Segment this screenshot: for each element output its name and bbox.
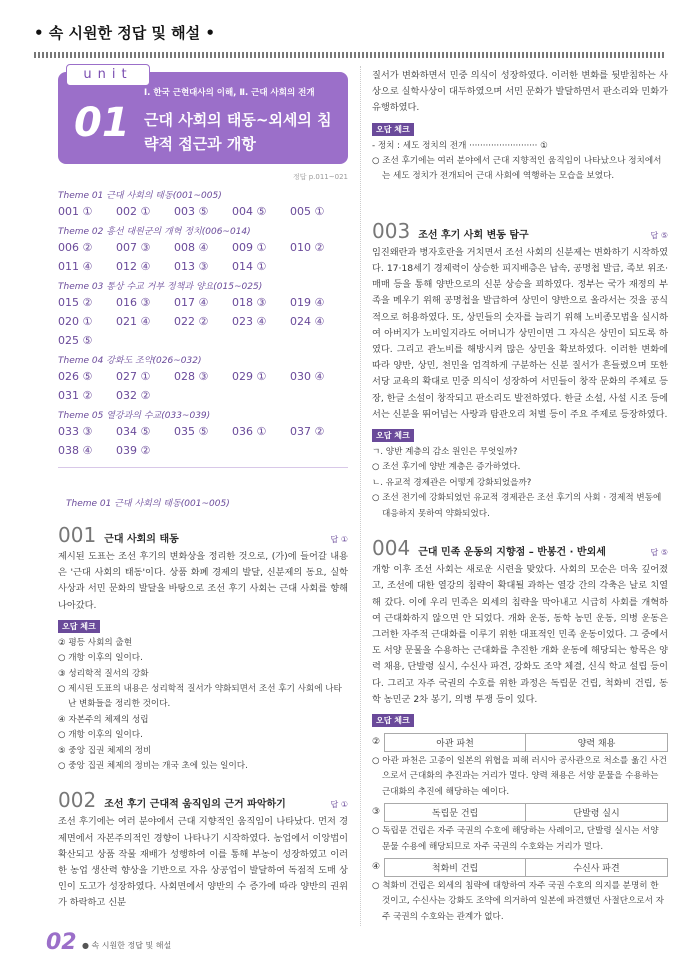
- answer-grid: [58, 425, 348, 457]
- theme-title: Theme 05 열강과의 수교(033~039): [58, 411, 211, 421]
- answer-item: 023 ④: [232, 315, 267, 328]
- q003-checks: [372, 445, 668, 522]
- theme-title: Theme 01 근대 사회의 태동(001~005): [58, 191, 222, 201]
- check-explanation: ○ 조선 전기에 강화되었던 유교적 경제관은 조선 후기의 사회 · 경제적 변동에 대응하지 못하여 약화되었다.: [372, 493, 662, 519]
- row-choice-mark: ④: [372, 861, 381, 872]
- q004-number: 004: [372, 536, 411, 561]
- answer-grid: [58, 241, 348, 273]
- answer-item: 010 ②: [290, 241, 325, 254]
- q004-body: 개항 이후 조선 사회는 새로운 시련을 맞았다. 사회의 모순은 더욱 깊어졌고, 조선에 대한 열강의 침략이 확대될 과하는 열강 간의 각축은 날로 치열해 갔다. 이에 우리 민족은 외세의 침략을 막아내고 시급히 사회를 개혁하여 근대화하지 않으면 안 되었다. 개화 운동, 동학 농민 운동, 의병 운동은 그러한 자주적 근대화를 이루기 위한 대표적인 민족 운동이었다. 그 중에서도 서양 문물을 수용하는 근대화를 추진한 개화 운동에 해당되는 항목은 양력 채용, 단발령 실시, 수신사 파견, 강화도 조약 체결, 신식 학교 설립 등이다. 그리고 자주 국권의 수호를 위한 과정은 독립문 건립, 척화비 건립, 동학 농민군 2차 봉기, 의병 투쟁 등이 있다.: [372, 564, 668, 705]
- answer-item: 037 ②: [290, 425, 325, 438]
- answer-item: 039 ②: [116, 444, 151, 457]
- footer-label: ● 속 시원한 정답 및 해설: [82, 941, 172, 950]
- check-explanation: ○ 개항 이후의 일이다.: [58, 730, 143, 741]
- check-choice: ㄱ. 양반 계층의 감소 원인은 무엇일까?: [372, 447, 518, 458]
- check-explanation: ○ 조선 후기에 양반 계층은 증가하였다.: [372, 462, 521, 473]
- q002-answer-badge: 답 ①: [330, 800, 348, 810]
- answer-grid: [58, 296, 348, 347]
- unit-pages: 정답 p.011~021: [292, 173, 348, 181]
- answer-item: 027 ①: [116, 370, 151, 383]
- q001-header: [58, 523, 348, 547]
- unit-tab: unit: [66, 64, 150, 86]
- row-choice-mark: ②: [372, 736, 381, 747]
- check-explanation: ○ 조선 후기에는 여러 분야에서 근대 지향적인 움직임이 나타났으나 정치에서는 세도 정치가 전개되어 근대 사회에 역행하는 모습을 보였다.: [372, 156, 662, 182]
- answer-item: 009 ①: [232, 241, 267, 254]
- unit-title: 근대 사회의 태동~외세의 침략적 접근과 개항: [144, 111, 332, 153]
- theme-heading: Theme 01 근대 사회의 태동(001~005): [66, 499, 230, 509]
- header-divider: [34, 52, 666, 58]
- answer-item: 007 ③: [116, 241, 151, 254]
- q004-check-rows: [372, 730, 668, 925]
- check-choice: ② 평등 사회의 출현: [58, 637, 133, 648]
- answer-item: 008 ④: [174, 241, 209, 254]
- check-choice: ③ 성리학적 질서의 강화: [58, 668, 149, 679]
- answer-item: 012 ④: [116, 260, 151, 273]
- answer-item: 002 ①: [116, 205, 151, 218]
- answer-item: 031 ②: [58, 389, 93, 402]
- answer-item: 034 ⑤: [116, 425, 151, 438]
- answer-item: 005 ①: [290, 205, 325, 218]
- answer-item: 017 ④: [174, 296, 209, 309]
- check-explanation: ○ 개항 이후의 일이다.: [58, 653, 143, 664]
- q002-body-continued: 질서가 변화하면서 민중 의식이 성장하였다. 이러한 변화를 뒷받침하는 사상으로 실학사상이 대두하였으며 서민 문화가 발달하면서 판소리와 민화가 유행하였다.: [372, 70, 668, 114]
- answer-item: 015 ②: [58, 296, 93, 309]
- q004-check-label: 오답 체크: [372, 714, 414, 727]
- q004-answer-badge: 답 ⑤: [650, 548, 668, 558]
- answer-item: 026 ⑤: [58, 370, 93, 383]
- theme-title: Theme 03 통상 수교 거부 정책과 양요(015~025): [58, 282, 263, 292]
- answer-item: 018 ③: [232, 296, 267, 309]
- answer-item: 003 ⑤: [174, 205, 209, 218]
- check-explanation: ○ 아관 파천은 고종이 일본의 위협을 피해 러시아 공사관으로 처소를 옮긴 사건으로서 근대화의 추진과는 거리가 멀다. 양력 채용은 서양 문물을 수용하는 근대화의 추진에 해당하는 예이다.: [372, 755, 667, 797]
- q002-body: 조선 후기에는 여러 분야에서 근대 지향적인 움직임이 나타났다. 먼저 경제면에서 자본주의적인 경향이 나타나기 시작하였다. 농업에서 이앙법이 확산되고 상품 작물 재배가 성행하여 이를 통해 부농이 성장하였고 이러한 농업 생산력 향상을 기반으로 자유 상공업이 발달하여 독점적 도매 상인이 도고가 성장하였다. 사회면에서 양반의 수 증가에 따라 양반의 권위가 하락하고 신분: [58, 816, 348, 909]
- answer-key: [58, 188, 348, 457]
- check-choice: ㄴ. 유교적 경제관은 어떻게 강화되었을까?: [372, 477, 532, 488]
- q001-body: 제시된 도표는 조선 후기의 변화상을 정리한 것으로, (가)에 들어갈 내용은 '근대 사회의 태동'이다. 상품 화폐 경제의 발달, 신분제의 동요, 실학사상과 서민 문화의 발달을 바탕으로 조선 후기 사회는 근대 사회를 향해 나아갔다.: [58, 551, 348, 611]
- q003-body: 임진왜란과 병자호란을 거치면서 조선 사회의 신분제는 변화하기 시작하였다. 17·18세기 경제력이 상승한 피지배층은 납속, 공명첩 발급, 족보 위조·매매 등을 통해 양반으로의 신분 상승을 꾀하였다. 정부는 국가 재정의 부족을 메우기 위해 공명첩을 발급하여 상민이 양반으로 올라서는 것을 공식적으로 허용하였다. 또, 상민들의 숫자를 늘리기 위해 노비종모법을 실시하여 아버지가 노비일지라도 어머니가 상민이면 그 자식은 상민이 되도록 하였다. 그리고 관노비를 해방시켜 많은 상민을 확보하였다. 이러한 변화에 따라 양반, 상민, 천민을 엄격하게 구분하는 신분 질서가 흔들렸으며 또한 서당 교육의 확대로 민중 의식이 성장하여 서민들이 창작 문화의 주체로 등장, 한글 소설이 창작되고 판소리도 발전하였다. 한글 소설, 사설 시조 등에서는 신분을 뛰어넘는 사랑과 탐관오리 처벌 등이 주요 주제로 등장하였다.: [372, 246, 668, 420]
- answer-item: 013 ③: [174, 260, 209, 273]
- right-column: [372, 66, 668, 925]
- row-choice-mark: ③: [372, 807, 381, 818]
- answer-item: 032 ②: [116, 389, 151, 402]
- answer-item: 024 ④: [290, 315, 325, 328]
- table-cell: 양력 채용: [577, 738, 616, 749]
- q002-checks: [372, 139, 668, 185]
- q003-check-label: 오답 체크: [372, 429, 414, 442]
- check-choice: ⑤ 중앙 집권 체제의 정비: [58, 745, 152, 756]
- q003-title: 조선 후기 사회 변동 탐구: [418, 229, 529, 241]
- left-column: [58, 66, 348, 912]
- theme-title: Theme 02 흥선 대원군의 개혁 정치(006~014): [58, 227, 251, 237]
- header-title: • 속 시원한 정답 및 해설 •: [34, 24, 215, 42]
- q004-title: 근대 민족 운동의 지향점 – 반봉건 · 반외세: [418, 547, 606, 559]
- answer-item: 033 ③: [58, 425, 93, 438]
- q001-title: 근대 사회의 태동: [104, 534, 179, 545]
- comparison-table: [384, 803, 668, 822]
- answer-key-divider: [58, 467, 348, 468]
- q001-answer-badge: 답 ①: [330, 535, 348, 544]
- page-number: 02: [46, 930, 77, 955]
- q002-check-label: 오답 체크: [372, 123, 414, 136]
- answer-item: 004 ⑤: [232, 205, 267, 218]
- q003-number: 003: [372, 218, 411, 243]
- q004-header: [372, 536, 668, 560]
- answer-item: 021 ④: [116, 315, 151, 328]
- q001-checks: [58, 636, 348, 775]
- answer-item: 025 ⑤: [58, 334, 93, 347]
- q003-answer-badge: 답 ⑤: [650, 230, 668, 240]
- check-choice: - 정치 : 세도 정치의 전개 ························· ①: [372, 140, 548, 151]
- comparison-table: [384, 733, 668, 752]
- answer-grid: [58, 205, 348, 218]
- theme-title: Theme 04 강화도 조약(026~032): [58, 356, 202, 366]
- answer-item: 016 ③: [116, 296, 151, 309]
- answer-item: 014 ①: [232, 260, 267, 273]
- q002-header: [58, 788, 348, 812]
- answer-item: 036 ①: [232, 425, 267, 438]
- answer-item: 006 ②: [58, 241, 93, 254]
- comparison-table: [384, 858, 668, 877]
- answer-grid: [58, 370, 348, 402]
- answer-item: 038 ④: [58, 444, 93, 457]
- unit-number: 01: [74, 100, 130, 146]
- answer-item: 001 ①: [58, 205, 93, 218]
- q003-header: [372, 219, 668, 243]
- check-explanation: ○ 독립문 건립은 자주 국권의 수호에 해당하는 사례이고, 단발령 실시는 서양 문물 수용에 해당되므로 자주 국권의 수호와는 거리가 멀다.: [372, 826, 659, 852]
- answer-item: 035 ⑤: [174, 425, 209, 438]
- check-choice: ④ 자본주의 체제의 성립: [58, 714, 149, 725]
- unit-subtitle: Ⅰ. 한국 근현대사의 이해, Ⅱ. 근대 사회의 전개: [144, 88, 315, 98]
- answer-item: 011 ④: [58, 260, 93, 273]
- q002-title: 조선 후기 근대적 움직임의 근거 파악하기: [104, 799, 286, 811]
- check-explanation: ○ 제시된 도표의 내용은 성리학적 질서가 약화되면서 조선 후기 사회에 나타난 변화들을 정리한 것이다.: [58, 684, 342, 710]
- answer-item: 022 ②: [174, 315, 209, 328]
- check-explanation: ○ 중앙 집권 체제의 정비는 개국 초에 있는 일이다.: [58, 761, 248, 772]
- table-cell: 척화비 건립: [385, 859, 526, 876]
- answer-item: 019 ④: [290, 296, 325, 309]
- unit-banner: [58, 67, 348, 164]
- check-explanation: ○ 척화비 건립은 외세의 침략에 대항하여 자주 국권 수호의 의지를 분명히 한 것이고, 수신사는 강화도 조약에 의거하여 일본에 파견했던 사절단으로서 자주 국권의 수호와는 관계가 없다.: [372, 880, 664, 922]
- table-cell: 독립문 건립: [385, 804, 526, 821]
- answer-item: 020 ①: [58, 315, 93, 328]
- answer-item: 030 ④: [290, 370, 325, 383]
- answer-item: 029 ①: [232, 370, 267, 383]
- answer-item: 028 ③: [174, 370, 209, 383]
- table-cell: 수신사 파견: [573, 863, 620, 874]
- column-divider: [360, 66, 361, 926]
- q001-number: 001: [58, 523, 97, 547]
- table-cell: 아관 파천: [385, 734, 526, 751]
- table-cell: 단발령 실시: [573, 809, 620, 820]
- q001-check-label: 오답 체크: [58, 620, 100, 633]
- q002-number: 002: [58, 788, 97, 813]
